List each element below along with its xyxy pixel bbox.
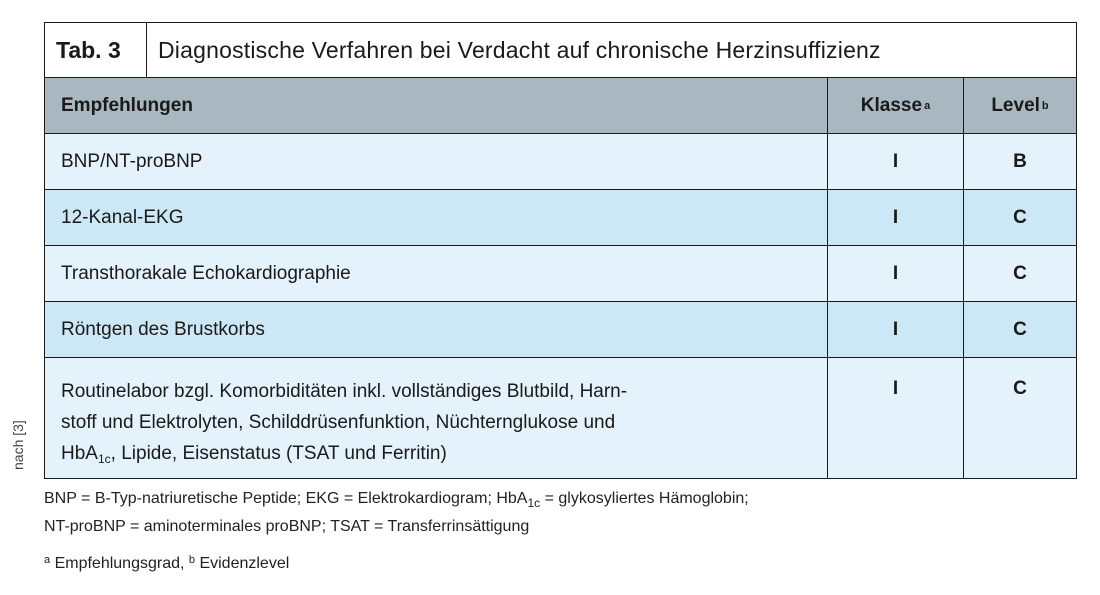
level-cell: C: [1013, 206, 1027, 228]
recommendation-cell: Transthorakale Echokardiographie: [45, 246, 828, 301]
recommendation-cell: Routinelabor bzgl. Komorbiditäten inkl. vollständiges Blutbild, Harn- stoff und Elektrolyten, Schilddrüsenfunktion, Nüchternglukose und HbA$_{1c}$, Lipide, Eisenstatus (TSAT und Ferritin): [45, 358, 828, 478]
class-cell: I: [828, 246, 964, 301]
class-cell: I: [828, 358, 964, 478]
recommendation-cell: Röntgen des Brustkorbs: [45, 302, 828, 357]
level-cell: B: [1013, 150, 1027, 172]
legend-footnote: $^a$ Empfehlungsgrad, $^b$ Evidenzlevel: [44, 554, 290, 572]
source-note: nach [3]: [10, 420, 26, 470]
level-cell: C: [1013, 318, 1027, 340]
table-title: Diagnostische Verfahren bei Verdacht auf chronische Herzinsuffizienz: [158, 36, 881, 63]
table-row: [45, 190, 1076, 246]
level-cell: C: [1013, 262, 1027, 284]
table-row: [45, 246, 1076, 302]
header-class: Klasse a: [828, 78, 964, 133]
abbreviations-footnote: BNP = B-Typ-natriuretische Peptide; EKG = Elektrokardiogram; HbA$_{1c}$ = glykosyliertes Hämoglobin; NT-proBNP = aminoterminales proBNP; TSAT = Transferrinsättigung: [44, 490, 749, 535]
class-cell: I: [828, 302, 964, 357]
recommendation-cell: 12-Kanal-EKG: [45, 190, 828, 245]
table-number: Tab. 3: [45, 23, 147, 77]
table-row: [45, 134, 1076, 190]
header-recommendations: Empfehlungen: [45, 78, 828, 133]
table-row: [45, 358, 1076, 478]
table-title-row: [45, 23, 1076, 78]
class-cell: I: [828, 134, 964, 189]
table-header-row: [45, 78, 1076, 134]
table-row: [45, 302, 1076, 358]
diagnostics-table: [44, 22, 1077, 479]
level-cell: C: [1013, 378, 1027, 399]
recommendation-cell: BNP/NT-proBNP: [45, 134, 828, 189]
header-level: Level b: [991, 94, 1049, 116]
class-cell: I: [828, 190, 964, 245]
